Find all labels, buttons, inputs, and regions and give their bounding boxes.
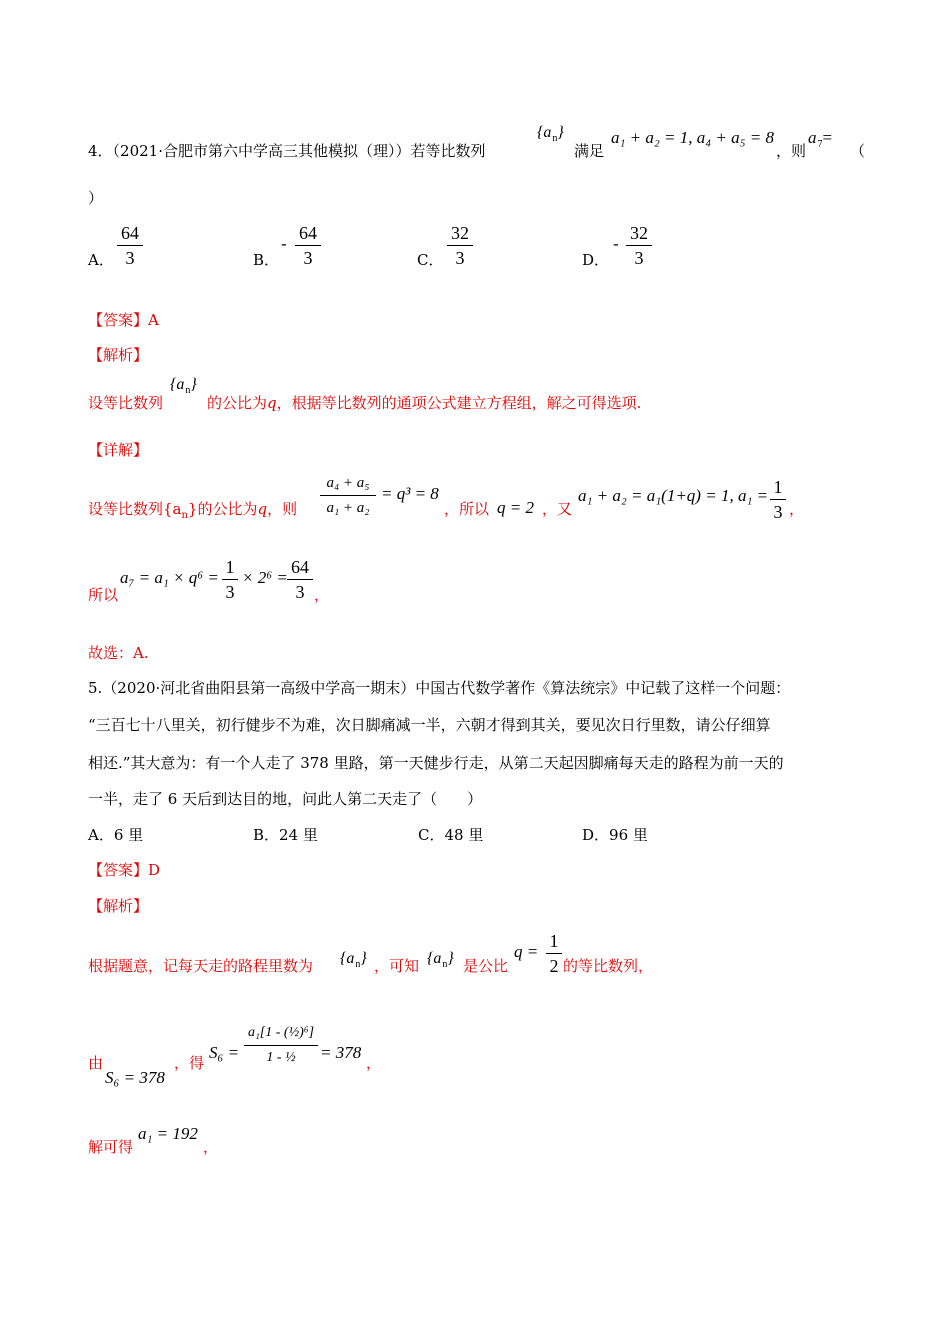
- q4-number: 4．: [88, 142, 113, 160]
- q4-option-a-label: A．: [88, 251, 114, 269]
- q5-s6-given: S₆ = 378: [105, 1068, 165, 1087]
- q5-sol-seq-2: $\{a_n\}$: [427, 950, 454, 970]
- q4-target: $a_7=$: [808, 128, 833, 150]
- q4-eq2-fraction: 1 3: [770, 476, 786, 523]
- q5-s6-right: = 378: [320, 1043, 362, 1062]
- q5-sol-a: 根据题意，记每天走的路程里数为: [88, 957, 314, 975]
- q4-header: [88, 141, 486, 161]
- q4-option-a-fraction: 64 3: [117, 222, 143, 269]
- q4-conclusion: 故选：A.: [88, 644, 149, 662]
- q4-detail-d: ，所以: [444, 500, 490, 518]
- q4-option-d-sign: -: [613, 234, 619, 253]
- q4-analysis-seq: $\{a_n\}$: [170, 376, 197, 396]
- q4-eq2-comma: ，: [789, 500, 805, 518]
- q4-eq3-mid: × 2⁶ =: [242, 568, 288, 587]
- q4-eq3-fraction-2: 64 3: [287, 556, 313, 603]
- q4-q-value: q = 2: [497, 498, 534, 517]
- q5-sol-seq-1: $\{a_n\}$: [340, 950, 367, 970]
- q5-a1-result: a₁ = 192: [138, 1124, 198, 1143]
- q5-sol-q-fraction: 1 2: [546, 930, 562, 977]
- q4-stem-b: 满足: [574, 142, 605, 160]
- q5-sol-q: q =: [514, 942, 539, 961]
- q4-eq1-rest: = q³ = 8: [381, 484, 439, 503]
- q4-eq2: a₁ + a₂ = a₁(1+q) = 1, a₁ =: [578, 486, 769, 505]
- q5-sol-b: ，可知: [374, 957, 420, 975]
- q5-de: ，得: [174, 1054, 205, 1072]
- q4-ratio-fraction: a₄ + a₅ a₁ + a₂: [320, 472, 376, 519]
- q5-you: 由: [88, 1054, 104, 1072]
- q5-line-1: 5.（2020·河北省曲阳县第一高级中学高一期末）中国古代数学著作《算法统宗》中记载了这样一个问题：: [88, 679, 791, 697]
- q4-seq: $\{a_n\}$: [537, 124, 564, 144]
- q5-a1-comma: ，: [203, 1138, 219, 1156]
- q4-detail-title: 【详解】: [88, 441, 149, 459]
- q4-eq3-left: a₇ = a₁ × q⁶ =: [120, 568, 219, 587]
- q4-detail-line1: 设等比数列$\{a_n\}$的公比为q，则: [88, 500, 298, 521]
- q4-condition: a₁ + a₂ = 1, a₄ + a₅ = 8: [611, 128, 775, 147]
- q5-line-4: 一半，走了 6 天后到达目的地，问此人第二天走了（ ）: [88, 790, 483, 808]
- q5-s6-left: S₆ =: [209, 1043, 240, 1062]
- q4-detail-e: ，又: [542, 500, 573, 518]
- q4-eq3-comma: ，: [314, 586, 330, 604]
- q5-option-d: D．96 里: [582, 826, 648, 844]
- q5-sol-d: 的等比数列，: [563, 957, 654, 975]
- q4-analysis-a: 设等比数列: [88, 394, 164, 412]
- q4-paren-open: （: [850, 142, 866, 160]
- q5-answer: 【答案】D: [88, 861, 161, 879]
- q5-sol-c: 是公比: [463, 957, 509, 975]
- q5-line-2: “三百七十八里关，初行健步不为难，次日脚痛减一半，六朝才得到其关，要见次日行里数，请公仔细算: [88, 716, 771, 734]
- q4-answer: 【答案】A: [88, 311, 159, 329]
- q4-source: （2021·合肥市第六中学高三其他模拟（理））: [112, 142, 411, 160]
- q5-line-3: 相还.”其大意为：有一个人走了 378 里路，第一天健步行走，从第二天起因脚痛每天走的路程为前一天的: [88, 754, 784, 772]
- q5-solve: 解可得: [88, 1138, 134, 1156]
- q4-option-d-fraction: 32 3: [626, 222, 652, 269]
- q4-option-c-fraction: 32 3: [447, 222, 473, 269]
- q4-so: 所以: [88, 586, 119, 604]
- q5-option-a: A．6 里: [88, 826, 144, 844]
- q5-analysis-title: 【解析】: [88, 897, 149, 915]
- q4-paren-close: ）: [88, 189, 104, 207]
- q4-analysis-title: 【解析】: [88, 346, 149, 364]
- q5-s6-comma: ，: [366, 1054, 382, 1072]
- q4-analysis-b: 的公比为q，根据等比数列的通项公式建立方程组，解之可得选项.: [207, 394, 642, 412]
- q4-option-b-label: B．: [253, 251, 280, 269]
- q4-option-b-sign: -: [281, 234, 287, 253]
- q4-option-c-label: C．: [417, 251, 444, 269]
- q5-option-c: C．48 里: [418, 826, 484, 844]
- q5-s6-fraction: a₁[1 - (½)⁶] 1 - ½: [244, 1022, 318, 1069]
- q4-stem-c: ，则: [776, 142, 807, 160]
- q4-option-b-fraction: 64 3: [295, 222, 321, 269]
- q5-option-b: B．24 里: [253, 826, 318, 844]
- q4-option-d-label: D．: [582, 251, 610, 269]
- q4-eq3-fraction-1: 1 3: [222, 556, 238, 603]
- q4-stem-a: 若等比数列: [410, 142, 486, 160]
